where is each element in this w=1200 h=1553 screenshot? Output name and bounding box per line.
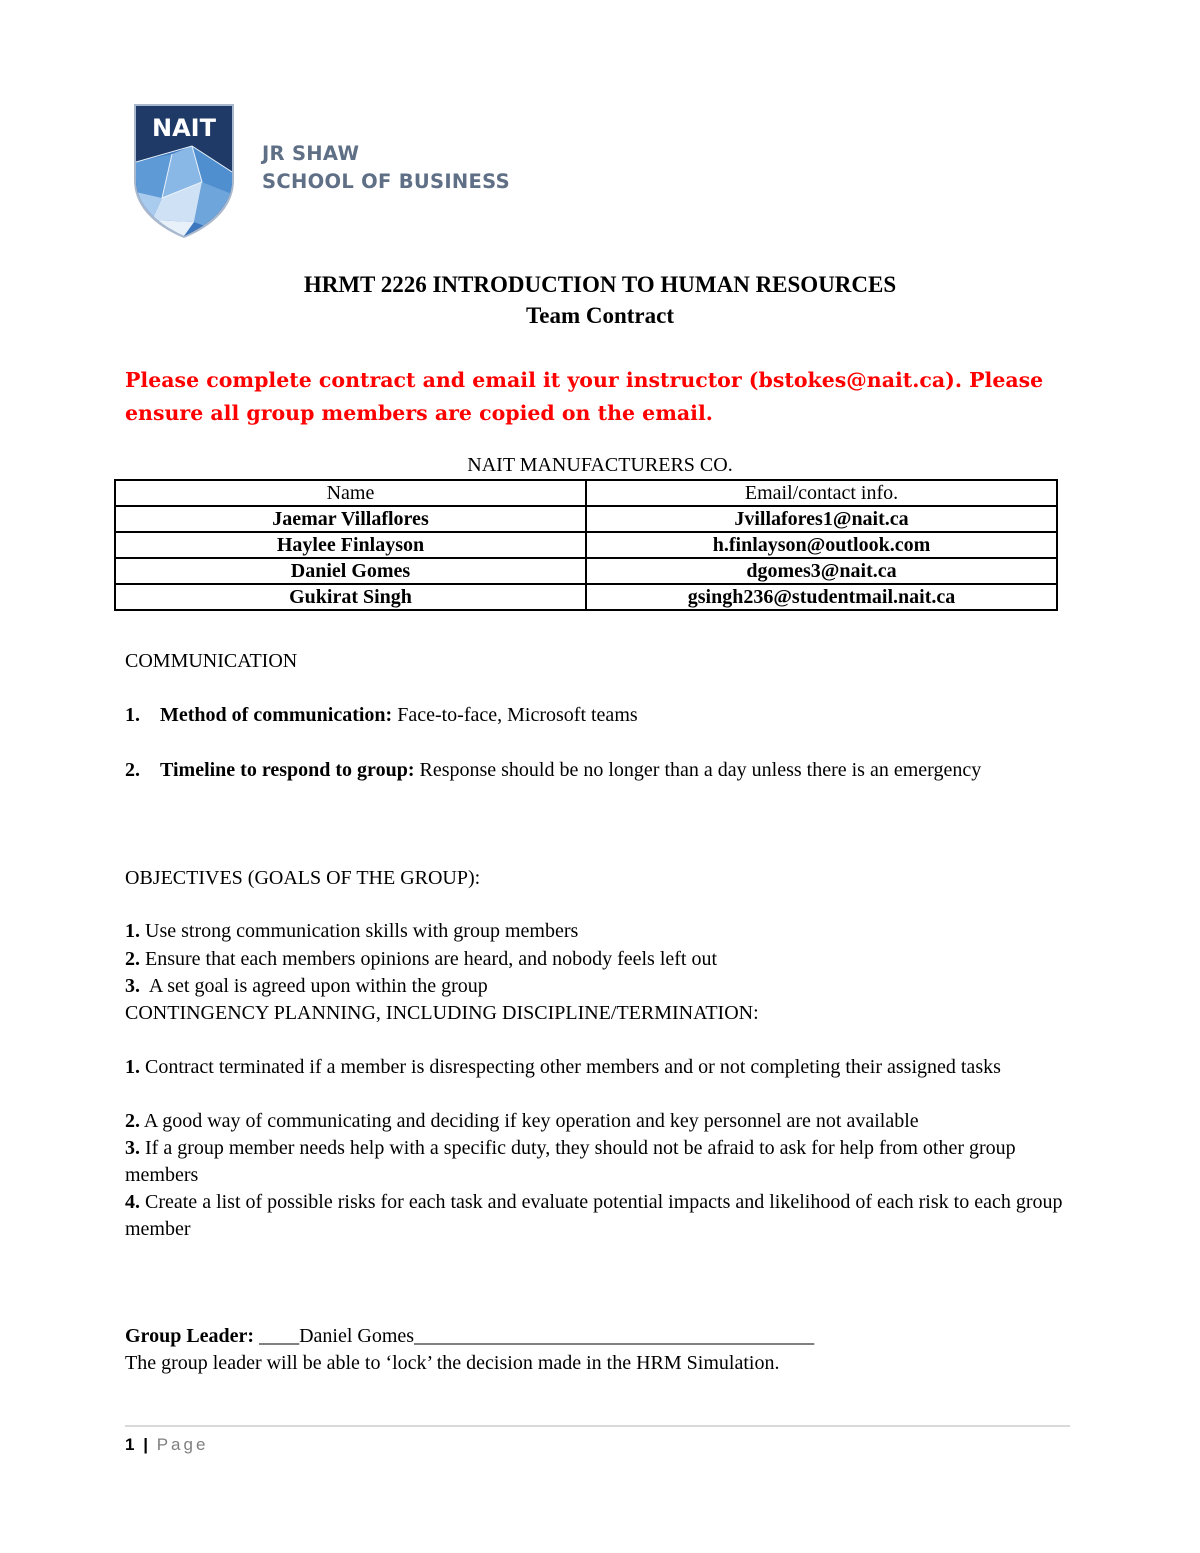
course-title: HRMT 2226 INTRODUCTION TO HUMAN RESOURCES [303,272,897,297]
nait-shield-logo [132,102,236,238]
item-number: 3. [125,1137,140,1159]
column-header-name: Name [115,480,586,506]
item-text: Use strong communication skills with group members [140,920,579,942]
item-number: 3. [125,975,140,997]
table-row [115,506,1057,532]
member-email: dgomes3@nait.ca [586,558,1057,584]
member-name: Haylee Finlayson [115,532,586,558]
contingency-item-3 [125,1135,1075,1189]
member-name: Daniel Gomes [115,558,586,584]
member-email: h.finlayson@outlook.com [586,532,1057,558]
members-table [114,479,1058,611]
group-leader-note: The group leader will be able to ‘lock’ the decision made in the HRM Simulation. [125,1352,780,1374]
group-leader-name: Daniel Gomes [299,1325,415,1347]
communication-item-2 [125,757,1075,811]
item-text: Ensure that each members opinions are heard, and nobody feels left out [140,948,718,970]
school-line-1: JR SHAW [262,142,360,165]
item-text: Response should be no longer than a day unless there is an emergency [414,759,982,781]
table-row [115,584,1057,610]
logo-wordmark: NAIT [152,114,216,142]
objective-item-3 [125,973,1075,1000]
item-text: A set goal is agreed upon within the group [140,975,488,997]
contingency-item-2 [125,1108,1075,1135]
item-text: Contract terminated if a member is disrespecting other members and or not completing their assigned tasks [140,1056,1001,1078]
school-name [262,140,510,196]
item-body [160,757,1060,784]
leader-blank-suffix: ________________________________________ [414,1325,815,1347]
item-number: 2. [125,1110,140,1132]
item-text: If a group member needs help with a specific duty, they should not be afraid to ask for help from other group members [125,1137,1016,1186]
objective-item-2 [125,946,1075,973]
page-number: 1 [125,1435,135,1454]
contingency-heading: CONTINGENCY PLANNING, INCLUDING DISCIPLINE/TERMINATION: [125,1002,759,1024]
contingency-item-4 [125,1189,1075,1243]
item-label: Method of communication: [160,704,393,726]
item-number: 1. [125,704,140,726]
communication-heading: COMMUNICATION [125,650,298,672]
member-email: Jvillafores1@nait.ca [586,506,1057,532]
group-leader-label: Group Leader: [125,1325,255,1347]
item-body [160,702,1060,729]
group-leader-line [125,1323,1075,1350]
item-number: 2. [125,759,140,781]
item-text: Face-to-face, Microsoft teams [392,704,638,726]
page-label: Page [156,1435,209,1454]
item-label: Timeline to respond to group: [160,759,415,781]
communication-item-1 [125,702,1075,729]
table-row [115,532,1057,558]
item-number: 1. [125,1056,140,1078]
column-header-email: Email/contact info. [586,480,1057,506]
contingency-item-1 [125,1054,1075,1081]
table-row [115,558,1057,584]
item-text: A good way of communicating and deciding if key operation and key personnel are not available [140,1110,919,1132]
objectives-heading: OBJECTIVES (GOALS OF THE GROUP): [125,867,481,889]
footer-divider [125,1425,1070,1427]
member-name: Jaemar Villaflores [115,506,586,532]
member-email: gsingh236@studentmail.nait.ca [586,584,1057,610]
company-name: NAIT MANUFACTURERS CO. [467,454,733,476]
objective-item-1 [125,918,1075,945]
table-header-row [115,480,1057,506]
page-footer [125,1433,208,1457]
footer-separator: | [143,1435,148,1454]
member-name: Gukirat Singh [115,584,586,610]
item-number: 4. [125,1191,140,1213]
document-subtitle: Team Contract [526,303,674,328]
item-number: 1. [125,920,140,942]
item-text: Create a list of possible risks for each task and evaluate potential impacts and likelihood of each risk to each group member [125,1191,1063,1240]
school-line-2: SCHOOL OF BUSINESS [262,170,510,193]
leader-blank-prefix: ____ [254,1325,300,1347]
item-number: 2. [125,948,140,970]
instruction-text: Please complete contract and email it your instructor (bstokes@nait.ca). Please ensure all group members are copied on the email. [125,368,1044,425]
